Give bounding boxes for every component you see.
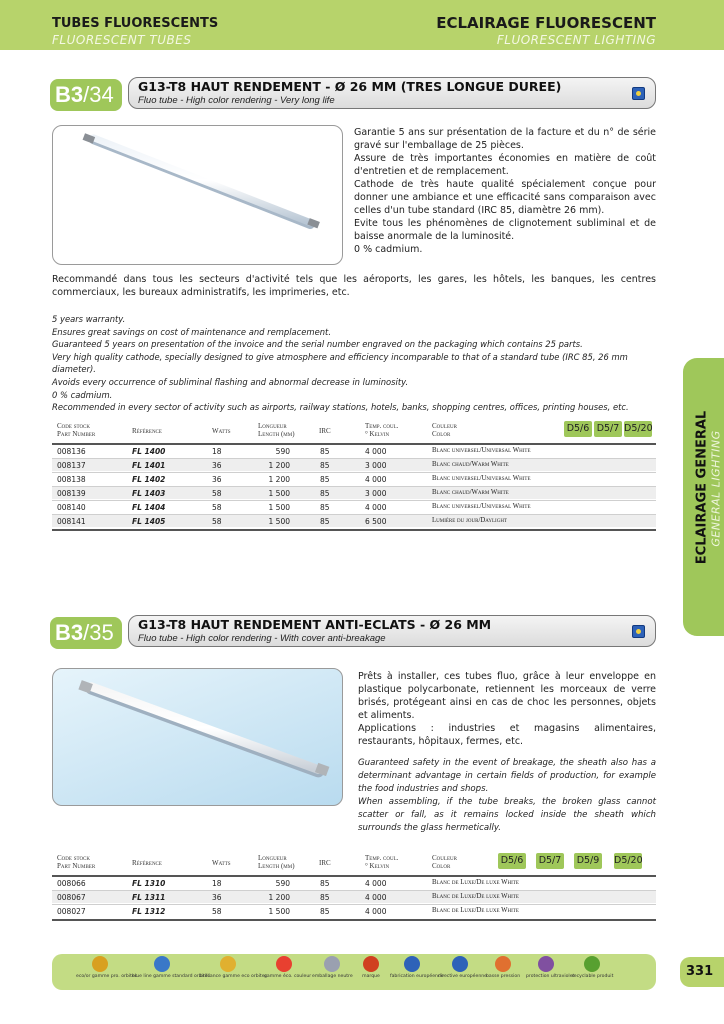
legend-icon bbox=[538, 956, 554, 972]
th-watts: Watts bbox=[212, 859, 231, 867]
section2-code-bold: B3 bbox=[55, 620, 84, 645]
section2-product-photo bbox=[52, 668, 343, 806]
pack-tag: D5/9 bbox=[574, 853, 602, 869]
th-code: Code stock Part Number bbox=[57, 854, 96, 870]
side-tab-subtitle: GENERAL LIGHTING bbox=[709, 430, 723, 547]
section2-code-num: /35 bbox=[83, 620, 114, 645]
desc-en-line: 5 years warranty. bbox=[52, 314, 126, 324]
pack-tag: D5/6 bbox=[498, 853, 526, 869]
legend-icon bbox=[584, 956, 600, 972]
page-header bbox=[0, 0, 724, 50]
section1-product-photo bbox=[52, 125, 343, 265]
desc-en-line: Ensures great savings on cost of maintenance and remplacement. bbox=[52, 326, 331, 337]
header-right-subtitle: FLUORESCENT LIGHTING bbox=[496, 33, 656, 47]
section2-title: G13-T8 HAUT RENDEMENT ANTI-ECLATS - Ø 26 MM bbox=[138, 617, 492, 632]
th-ref: Référence bbox=[132, 427, 162, 435]
fluorescent-tube-image bbox=[53, 126, 342, 264]
header-right-title: ECLAIRAGE FLUORESCENT bbox=[436, 14, 656, 32]
th-length: Longueur Length (mm) bbox=[258, 422, 295, 438]
legend-icon bbox=[154, 956, 170, 972]
side-tab bbox=[683, 358, 724, 636]
legend-item: protection ultraviolet bbox=[526, 956, 566, 979]
desc-fr-line: Evite tous les phénomènes de clignotement subliminal et de baisse anormale de la luminosité. bbox=[354, 218, 656, 242]
product-info-icon bbox=[632, 625, 645, 638]
table-row: 008139 FL 1403 58 1 500 85 3 000 Blanc chaud/Warm White bbox=[52, 486, 656, 499]
legend-icon bbox=[495, 956, 511, 972]
header-left-title: TUBES FLUORESCENTS bbox=[52, 16, 219, 31]
pack-tag: D5/7 bbox=[536, 853, 564, 869]
th-watts: Watts bbox=[212, 427, 231, 435]
desc-en-line: Very high quality cathode, specially designed to give atmosphere and efficiency incomparable to that of a standard tube (IRC 85, 26 mm diameter). bbox=[52, 351, 628, 375]
section1-title: G13-T8 HAUT RENDEMENT - Ø 26 MM (TRES LONGUE DUREE) bbox=[138, 79, 562, 94]
footer-legend-bar bbox=[52, 954, 656, 990]
section2-spec-table bbox=[52, 853, 656, 923]
legend-icon bbox=[363, 956, 379, 972]
table-row: 008140 FL 1404 58 1 500 85 4 000 Blanc universel/Universal White bbox=[52, 500, 656, 513]
section2-code bbox=[50, 617, 122, 649]
desc-fr-line: Applications : industries et magasins alimentaires, restaurants, hôpitaux, fermes, etc. bbox=[358, 723, 656, 747]
section1-code-num: /34 bbox=[83, 82, 114, 107]
th-color: Couleur Color bbox=[432, 422, 457, 438]
header-left-subtitle: FLUORESCENT TUBES bbox=[52, 33, 192, 47]
desc-en-line: When assembling, if the tube breaks, the broken glass cannot scatter or fall, as it remains locked inside the sheath which surrounds the glass hermetically. bbox=[358, 797, 656, 833]
legend-item: brilliance gamme eco orbitec bbox=[200, 956, 256, 979]
legend-item: emballage neutre bbox=[312, 956, 352, 979]
section1-code-bold: B3 bbox=[55, 82, 84, 107]
th-color: Couleur Color bbox=[432, 854, 457, 870]
legend-item: eco/or gamme pro. orbitec bbox=[76, 956, 124, 979]
legend-icon bbox=[452, 956, 468, 972]
page-number: 331 bbox=[680, 957, 724, 987]
section2-description-en bbox=[358, 757, 656, 835]
th-temp: Temp. coul. ° Kelvin bbox=[365, 422, 399, 438]
pack-tag: D5/20 bbox=[614, 853, 642, 869]
th-code: Code stock Part Number bbox=[57, 422, 96, 438]
legend-icon bbox=[404, 956, 420, 972]
section1-recommend-fr: Recommandé dans tous les secteurs d'activité tels que les aéroports, les gares, les hôtels, les banques, les centres commerciaux, les bureaux administratifs, les imprimeries, etc. bbox=[52, 274, 656, 298]
legend-item: fabrication européenne bbox=[390, 956, 434, 979]
section1-description-en bbox=[52, 313, 656, 414]
section1-code bbox=[50, 79, 122, 111]
legend-icon bbox=[220, 956, 236, 972]
desc-fr-line: 0 % cadmium. bbox=[354, 244, 423, 255]
table-row: 008067 FL 1311 36 1 200 85 4 000 Blanc de Luxe/De luxe White bbox=[52, 890, 656, 903]
section1-description-fr bbox=[354, 126, 656, 256]
th-length: Longueur Length (mm) bbox=[258, 854, 295, 870]
legend-item: marque bbox=[356, 956, 386, 979]
table-rule bbox=[52, 443, 656, 445]
table-row: 008066 FL 1310 18 590 85 4 000 Blanc de Luxe/De luxe White bbox=[52, 876, 656, 889]
table-row: 008136 FL 1400 18 590 85 4 000 Blanc universel/Universal White bbox=[52, 444, 656, 457]
legend-item: blue line gamme standard orbitec bbox=[132, 956, 192, 979]
legend-item: recyclable produit bbox=[572, 956, 612, 979]
th-ref: Référence bbox=[132, 859, 162, 867]
desc-fr-line: Assure de très importantes économies en matière de coût d'entretien et de remplacement. bbox=[354, 153, 656, 177]
section1-title-bar bbox=[128, 77, 656, 109]
legend-icon bbox=[92, 956, 108, 972]
table-row: 008141 FL 1405 58 1 500 85 6 500 Lumière du jour/Daylight bbox=[52, 514, 656, 527]
table-rule bbox=[52, 919, 656, 921]
desc-en-line: 0 % cadmium. bbox=[52, 389, 113, 400]
legend-item: directive européenne bbox=[438, 956, 482, 979]
section2-description-fr bbox=[358, 670, 656, 748]
legend-icon bbox=[276, 956, 292, 972]
desc-en-line: Guaranteed 5 years on presentation of the invoice and the serial number engraved on the packaging which contains 25 parts. bbox=[52, 339, 583, 350]
desc-fr-line: Prêts à installer, ces tubes fluo, grâce à leur enveloppe en plastique polycarbonate, retiennent les morceaux de verre brisés, protégeant ainsi en cas de choc les personnes, objets et aliments. bbox=[358, 671, 656, 721]
product-info-icon bbox=[632, 87, 645, 100]
section2-title-bar bbox=[128, 615, 656, 647]
desc-fr-line: Garantie 5 ans sur présentation de la facture et du n° de série gravé sur l'emballage de 25 pièces. bbox=[354, 127, 656, 151]
table-rule bbox=[52, 529, 656, 531]
table-rule bbox=[52, 875, 656, 877]
table-row: 008138 FL 1402 36 1 200 85 4 000 Blanc universel/Universal White bbox=[52, 472, 656, 485]
section1-spec-table bbox=[52, 421, 656, 541]
desc-en-line: Guaranteed safety in the event of breakage, the sheath also has a determinant advantage in certain fields of production, for example the food industries and shops. bbox=[358, 758, 656, 794]
section2-subtitle: Fluo tube - High color rendering - With cover anti-breakage bbox=[138, 633, 386, 644]
th-temp: Temp. coul. ° Kelvin bbox=[365, 854, 399, 870]
table-row: 008137 FL 1401 36 1 200 85 3 000 Blanc chaud/Warm White bbox=[52, 458, 656, 471]
fluorescent-tube-image bbox=[53, 669, 342, 805]
pack-tag: D5/20 bbox=[624, 421, 652, 437]
legend-item: basse pression bbox=[486, 956, 520, 979]
side-tab-title: ECLAIRAGE GENERAL bbox=[694, 410, 710, 565]
pack-tag: D5/7 bbox=[594, 421, 622, 437]
th-irc: IRC bbox=[319, 427, 331, 435]
desc-fr-line: Cathode de très haute qualité spécialement conçue pour donner une ambiance et une efficacité sans comparaison avec celles d'un tube standard (IRC 85, diamètre 26 mm). bbox=[354, 179, 656, 216]
th-irc: IRC bbox=[319, 859, 331, 867]
table-row: 008027 FL 1312 58 1 500 85 4 000 Blanc de Luxe/De luxe White bbox=[52, 904, 656, 917]
desc-en-line: Recommended in every sector of activity such as airports, railway stations, hotels, banks, shopping centres, offices, printing houses, etc. bbox=[52, 402, 629, 413]
desc-en-line: Avoids every occurrence of subliminal flashing and abnormal decrease in luminosity. bbox=[52, 376, 409, 387]
section1-subtitle: Fluo tube - High color rendering - Very long life bbox=[138, 95, 335, 106]
legend-icon bbox=[324, 956, 340, 972]
legend-item: gamme éco. couleur bbox=[264, 956, 304, 979]
pack-tag: D5/6 bbox=[564, 421, 592, 437]
